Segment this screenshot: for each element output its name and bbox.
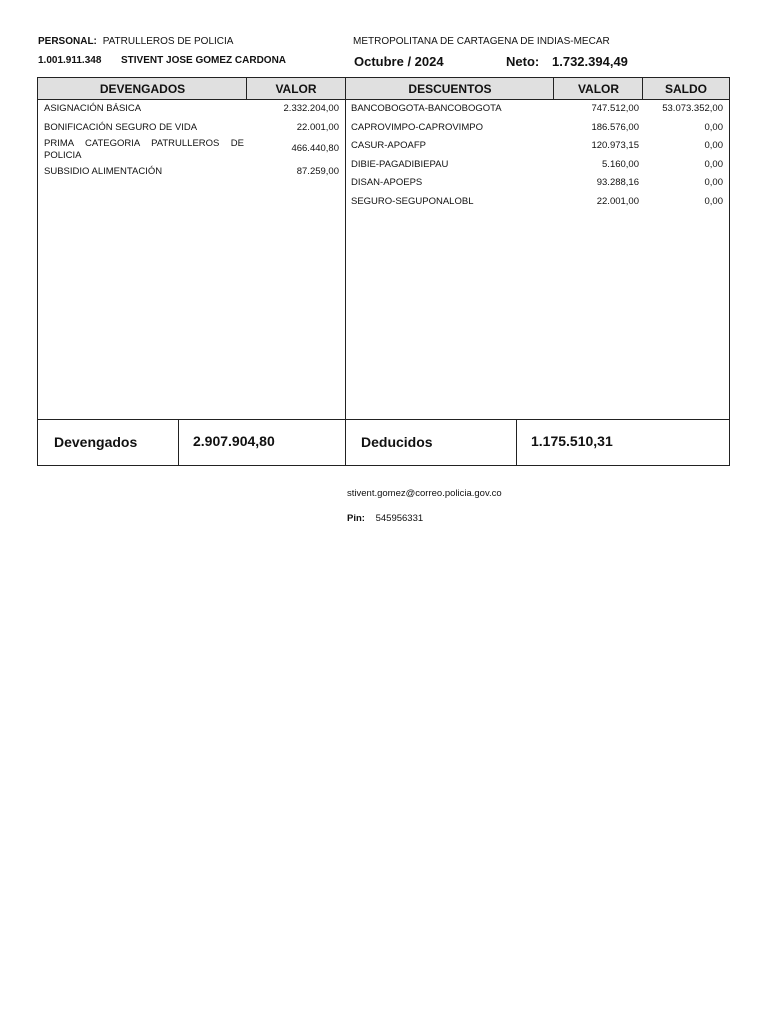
- neto-value: 1.732.394,49: [552, 54, 628, 69]
- descuento-saldo: 0,00: [704, 177, 723, 188]
- descuento-saldo: 0,00: [704, 159, 723, 170]
- col-descuentos-header: DESCUENTOS: [346, 78, 554, 100]
- unit-name: METROPOLITANA DE CARTAGENA DE INDIAS-MECAR: [353, 36, 610, 47]
- divider: [516, 420, 517, 465]
- descuento-value: 22.001,00: [596, 196, 639, 207]
- total-deducidos-value: 1.175.510,31: [531, 433, 613, 449]
- devengado-concept: BONIFICACIÓN SEGURO DE VIDA: [44, 122, 198, 133]
- devengado-concept: PRIMA CATEGORIA PATRULLEROS DE POLICIA: [44, 138, 244, 161]
- divider: [246, 78, 247, 100]
- employee-name: STIVENT JOSE GOMEZ CARDONA: [121, 55, 287, 66]
- personal-label: PERSONAL:: [38, 36, 97, 47]
- descuento-concept: DISAN-APOEPS: [351, 177, 423, 188]
- devengado-concept: ASIGNACIÓN BÁSICA: [44, 103, 142, 114]
- descuento-saldo: 0,00: [704, 196, 723, 207]
- descuento-concept: SEGURO-SEGUPONALOBL: [351, 196, 474, 207]
- pin-value: 545956331: [375, 513, 424, 524]
- period: Octubre / 2024: [354, 54, 444, 69]
- descuento-concept: CASUR-APOAFP: [351, 140, 426, 151]
- descuento-concept: DIBIE-PAGADIBIEPAU: [351, 159, 449, 170]
- divider: [178, 420, 179, 465]
- descuento-value: 93.288,16: [596, 177, 639, 188]
- devengado-value: 2.332.204,00: [283, 103, 339, 114]
- payroll-table: [37, 77, 730, 466]
- neto-label: Neto:: [506, 54, 540, 69]
- descuento-saldo: 0,00: [704, 122, 723, 133]
- total-devengados-label: Devengados: [54, 434, 138, 450]
- divider: [553, 78, 554, 100]
- total-deducidos-label: Deducidos: [361, 434, 433, 450]
- descuento-concept: BANCOBOGOTA-BANCOBOGOTA: [351, 103, 502, 114]
- personal-line: [38, 36, 233, 47]
- descuento-saldo: 0,00: [704, 140, 723, 151]
- email: stivent.gomez@correo.policia.gov.co: [347, 488, 502, 499]
- descuento-saldo: 53.073.352,00: [662, 103, 723, 114]
- totals-separator: [38, 419, 729, 420]
- col-devengados-header: DEVENGADOS: [38, 78, 247, 100]
- descuento-value: 186.576,00: [591, 122, 639, 133]
- personal-value: PATRULLEROS DE POLICIA: [102, 36, 234, 47]
- devengado-value: 466.440,80: [291, 143, 339, 154]
- total-devengados-value: 2.907.904,80: [193, 433, 275, 449]
- id-number: 1.001.911.348: [38, 55, 102, 66]
- pin-line: [347, 513, 423, 524]
- col-devengados-value-header: VALOR: [247, 78, 345, 100]
- center-divider: [345, 78, 346, 465]
- devengado-value: 22.001,00: [296, 122, 339, 133]
- divider: [642, 78, 643, 100]
- col-saldo-header: SALDO: [643, 78, 729, 100]
- descuento-value: 120.973,15: [591, 140, 639, 151]
- devengado-value: 87.259,00: [296, 166, 339, 177]
- descuento-value: 5.160,00: [602, 159, 639, 170]
- descuento-value: 747.512,00: [591, 103, 639, 114]
- devengado-concept: SUBSIDIO ALIMENTACIÓN: [44, 166, 163, 177]
- pin-label: Pin:: [347, 513, 365, 524]
- descuento-concept: CAPROVIMPO-CAPROVIMPO: [351, 122, 483, 133]
- col-descuentos-value-header: VALOR: [554, 78, 643, 100]
